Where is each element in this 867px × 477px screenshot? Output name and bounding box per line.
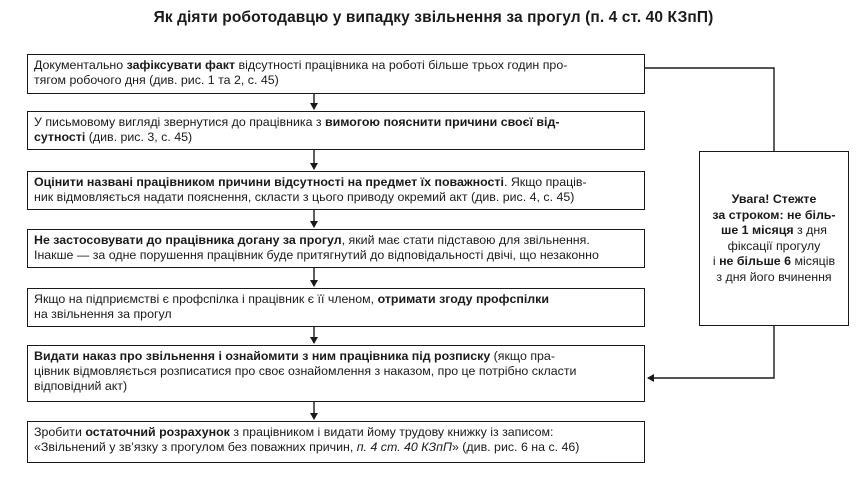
- note-text: з дня: [793, 223, 827, 237]
- step-1-text: відсутності працівника на роботі більше трьох годин про-: [235, 58, 568, 72]
- step-4-emphasis: Не застосовувати до працівника догану за прогул: [34, 233, 342, 247]
- note-emphasis: Увага! Стежте: [731, 192, 817, 206]
- step-2-emphasis: вимогою пояснити причини своєї від-: [325, 115, 560, 129]
- step-2-text: У письмовому вигляді звернутися до працівника з: [34, 115, 326, 129]
- step-6-text: цівник відмовляється розписатися про своє ознайомлення з наказом, про це потрібно скласти: [34, 364, 577, 378]
- step-5-text: Якщо на підприємстві є профспілка і працівник є її членом,: [34, 292, 378, 306]
- step-1-text: Документально: [34, 58, 127, 72]
- step-7-text: п. 4 ст. 40 КЗпП: [356, 440, 452, 454]
- step-7-text: » (див. рис. 6 на с. 46): [451, 440, 580, 454]
- page-title: Як діяти роботодавцю у випадку звільнення за прогул (п. 4 ст. 40 КЗпП): [153, 9, 714, 26]
- connector-step1-to-note: [645, 68, 774, 151]
- note-text: і: [712, 254, 720, 268]
- note-emphasis: не більше 6: [719, 254, 792, 268]
- step-6-emphasis: Видати наказ про звільнення і ознайомити з ним працівника під розписку: [34, 349, 491, 363]
- step-5-emphasis: отримати згоду профспілки: [377, 292, 549, 306]
- step-2-text: (див. рис. 3, с. 45): [85, 130, 193, 144]
- step-7-text: з працівником і видати йому трудову книжку із записом:: [229, 425, 554, 439]
- note-emphasis: за строком: не біль-: [712, 207, 836, 222]
- step-7-text: «Звільнений у зв’язку з прогулом без поважних причин,: [34, 440, 357, 454]
- step-6-text: (якщо пра-: [490, 349, 555, 363]
- step-3-emphasis: Оцінити названі працівником причини відсутності на предмет їх поважності: [34, 175, 504, 189]
- note-text: місяців: [791, 254, 836, 268]
- step-6-text: відповідний акт): [34, 379, 128, 393]
- step-3-text: . Якщо праців-: [503, 175, 587, 189]
- step-3-text: ник відмовляється надати пояснення, скласти з цього приводу окремий акт (див. рис. 4, с. 45): [34, 190, 575, 204]
- note-text: з дня його вчинення: [716, 269, 832, 284]
- step-1-emphasis: зафіксувати факт: [126, 58, 236, 72]
- arrow-note-to-step6: [648, 326, 774, 378]
- step-5-text: на звільнення за прогул: [34, 307, 172, 321]
- step-7-emphasis: остаточний розрахунок: [85, 425, 230, 439]
- step-1-text: тягом робочого дня (див. рис. 1 та 2, с. 45): [34, 73, 279, 87]
- step-4-text: , який має стати підставою для звільнення.: [341, 233, 590, 247]
- step-4-text: Інакше — за одне порушення працівник буде притягнутий до відповідальності двічі, що незаконно: [34, 248, 599, 262]
- note-emphasis: ше 1 місяця: [721, 223, 794, 237]
- step-2-emphasis: сутності: [34, 130, 86, 144]
- note-text: фіксації прогулу: [727, 238, 821, 253]
- step-7-text: Зробити: [34, 425, 86, 439]
